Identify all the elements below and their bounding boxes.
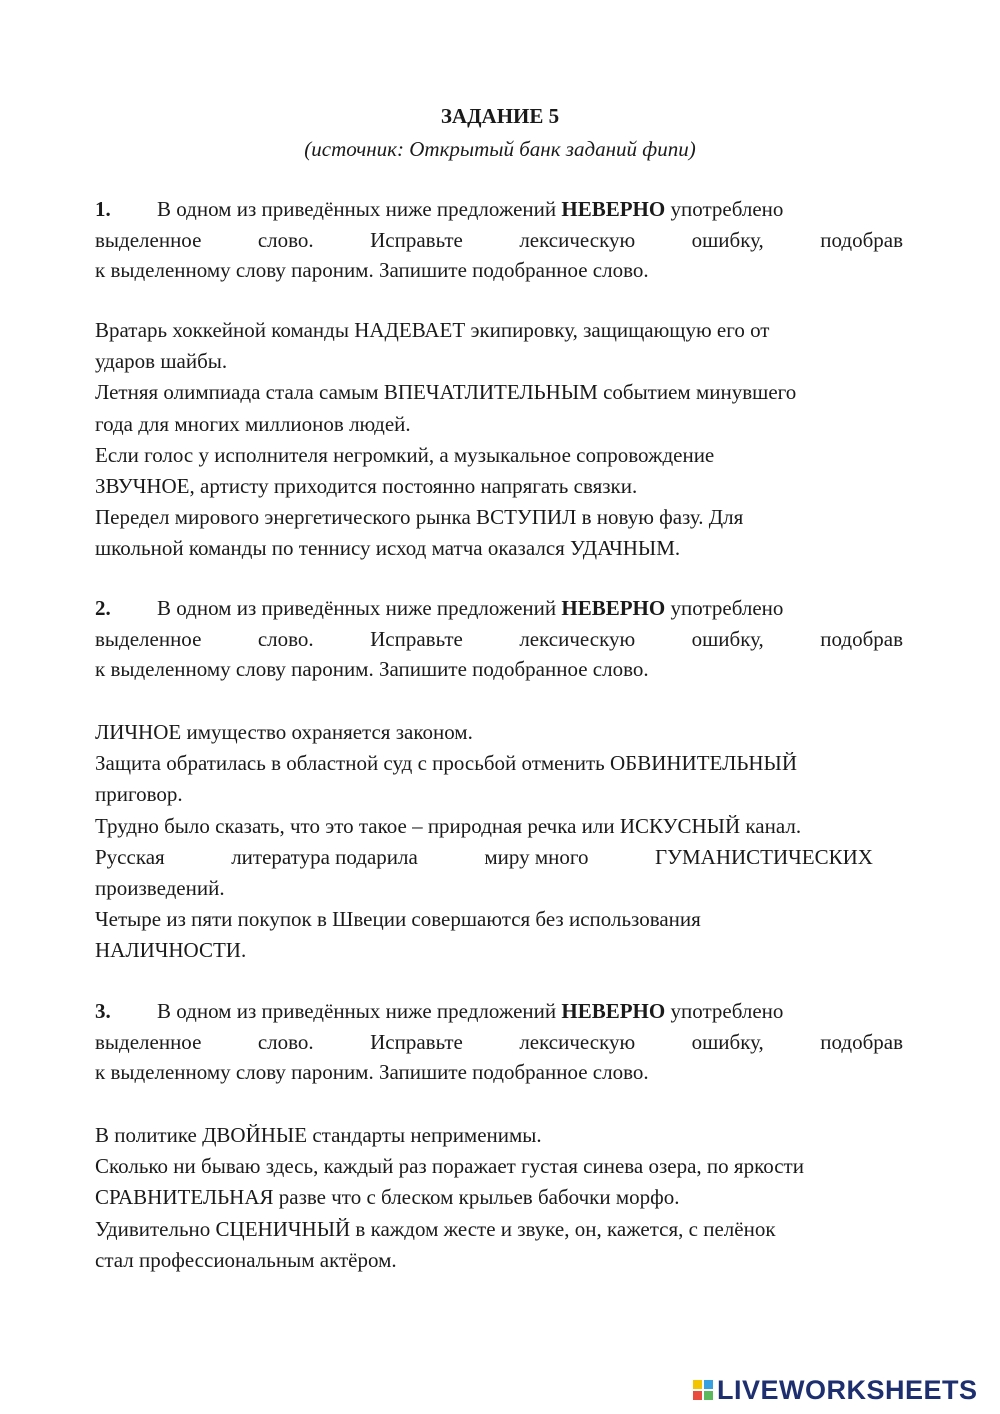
task-3-instruction	[95, 996, 903, 1088]
instruction-emphasis: НЕВЕРНО	[561, 999, 666, 1023]
sentence-line: Сколько ни бываю здесь, каждый раз поражает густая синева озера, по яркости	[95, 1154, 804, 1179]
sentence-word: Русская	[95, 844, 165, 869]
task-1-instruction	[95, 194, 903, 286]
sentence-line: Летняя олимпиада стала самым ВПЕЧАТЛИТЕЛЬНЫМ событием минувшего	[95, 380, 797, 405]
instruction-text: к выделенному слову пароним. Запишите подобранное слово.	[95, 657, 649, 681]
instruction-text: употреблено	[670, 596, 784, 620]
instruction-word: выделенное	[95, 1029, 202, 1054]
instruction-word: лексическую	[519, 626, 636, 651]
instruction-text: употреблено	[670, 197, 784, 221]
sentence-line: Передел мирового энергетического рынка ВСТУПИЛ в новую фазу. Для	[95, 505, 744, 530]
sentence-line: ЗВУЧНОЕ, артисту приходится постоянно напрягать связки.	[95, 474, 638, 499]
instruction-text: к выделенному слову пароним. Запишите подобранное слово.	[95, 258, 649, 282]
task-number: 1.	[95, 197, 111, 221]
sentence-line: Четыре из пяти покупок в Швеции совершаются без использования	[95, 907, 701, 932]
task-2-sentences	[95, 717, 905, 967]
sentence-line: школьной команды по теннису исход матча оказался УДАЧНЫМ.	[95, 536, 681, 561]
sentence-line: В политике ДВОЙНЫЕ стандарты неприменимы.	[95, 1123, 542, 1147]
sentence-line: СРАВНИТЕЛЬНАЯ разве что с блеском крыльев бабочки морфо.	[95, 1185, 680, 1210]
instruction-emphasis: НЕВЕРНО	[561, 596, 666, 620]
logo-block	[693, 1391, 702, 1400]
logo-blocks-icon	[693, 1380, 713, 1400]
instruction-word: слово.	[257, 227, 314, 252]
instruction-word: слово.	[257, 626, 314, 651]
task-1-sentences	[95, 315, 905, 565]
instruction-word: подобрав	[820, 626, 903, 651]
page-title: ЗАДАНИЕ 5	[440, 104, 560, 128]
sentence-word: миру много	[484, 844, 589, 869]
instruction-word: ошибку,	[691, 227, 764, 252]
sentence-line: НАЛИЧНОСТИ.	[95, 938, 247, 963]
instruction-text: В одном из приведённых ниже предложений	[157, 596, 557, 620]
instruction-word: подобрав	[820, 1029, 903, 1054]
instruction-text: употреблено	[670, 999, 784, 1023]
sentence-line: Трудно было сказать, что это такое – природная речка или ИСКУСНЫЙ канал.	[95, 813, 802, 838]
sentence-line: Защита обратилась в областной суд с просьбой отменить ОБВИНИТЕЛЬНЫЙ	[95, 751, 798, 776]
sentence-line: произведений.	[95, 876, 225, 901]
instruction-word: Исправьте	[370, 227, 463, 252]
instruction-word: слово.	[257, 1029, 314, 1054]
page-subtitle: (источник: Открытый банк заданий фипи)	[304, 137, 696, 161]
instruction-word: выделенное	[95, 227, 202, 252]
sentence-word: литература подарила	[231, 844, 418, 869]
instruction-text: В одном из приведённых ниже предложений	[157, 999, 557, 1023]
task-3-sentences	[95, 1120, 905, 1276]
sentence-line: стал профессиональным актёром.	[95, 1247, 397, 1272]
instruction-word: Исправьте	[370, 626, 463, 651]
sentence-line: ударов шайбы.	[95, 349, 228, 374]
sentence-line: Удивительно СЦЕНИЧНЫЙ в каждом жесте и звуке, он, кажется, с пелёнок	[95, 1216, 776, 1241]
instruction-text: к выделенному слову пароним. Запишите подобранное слово.	[95, 1060, 649, 1084]
logo-block	[704, 1380, 713, 1389]
instruction-word: подобрав	[820, 227, 903, 252]
sentence-word: ГУМАНИСТИЧЕСКИХ	[654, 844, 873, 869]
instruction-word: Исправьте	[370, 1029, 463, 1054]
sentence-line: Вратарь хоккейной команды НАДЕВАЕТ экипировку, защищающую его от	[95, 318, 770, 342]
sentence-line: приговор.	[95, 782, 183, 807]
task-number: 2.	[95, 596, 111, 620]
sentence-line: года для многих миллионов людей.	[95, 411, 411, 436]
instruction-word: ошибку,	[691, 1029, 764, 1054]
logo-text: LIVEWORKSHEETS	[717, 1374, 978, 1405]
sentence-line: ЛИЧНОЕ имущество охраняется законом.	[95, 720, 473, 744]
logo-block	[693, 1380, 702, 1389]
task-number: 3.	[95, 999, 111, 1023]
sentence-line: Если голос у исполнителя негромкий, а музыкальное сопровождение	[95, 442, 715, 467]
instruction-emphasis: НЕВЕРНО	[561, 197, 666, 221]
liveworksheets-logo	[693, 1375, 978, 1405]
task-2-instruction	[95, 593, 903, 685]
logo-block	[704, 1391, 713, 1400]
instruction-word: выделенное	[95, 626, 202, 651]
sentence-line	[95, 842, 873, 873]
instruction-word: лексическую	[519, 227, 636, 252]
instruction-word: лексическую	[519, 1029, 636, 1054]
instruction-word: ошибку,	[691, 626, 764, 651]
instruction-text: В одном из приведённых ниже предложений	[157, 197, 557, 221]
